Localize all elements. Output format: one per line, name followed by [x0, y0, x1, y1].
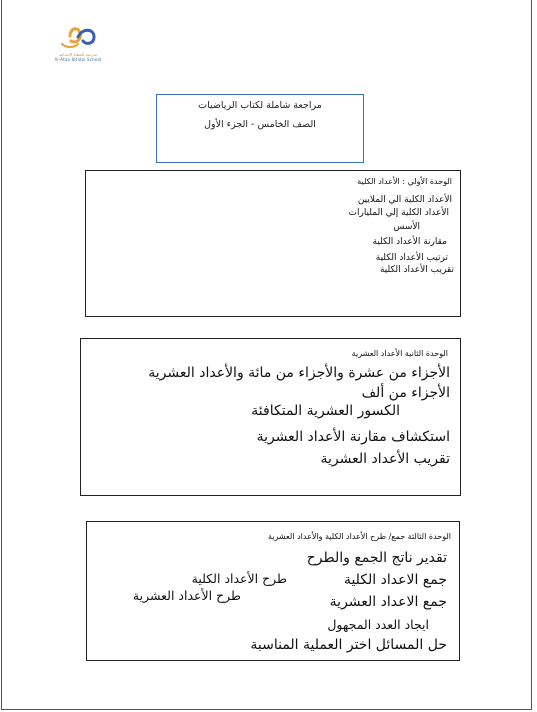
unit-1-item: الأعداد الكلية الي الملايين — [357, 195, 452, 205]
unit-3-side-item: طرح الأعداد الكلية — [191, 571, 287, 586]
unit-2-item: استكشاف مقارنة الأعداد العشرية — [256, 429, 450, 445]
logo-caption — [46, 52, 110, 62]
unit-3-header: الوحدة الثالثة جمع/ طرح الأعداد الكلية والأعداد العشرية — [267, 532, 451, 541]
unit-1-box — [85, 170, 461, 317]
title-line-2: الصف الخامس - الجزء الأول — [204, 119, 316, 130]
unit-3-item: جمع الاعداد العشرية — [329, 594, 447, 610]
unit-2-item: الأجزاء من ألف — [361, 385, 450, 401]
logo-name-en: Al-Ataa Ibtidai School — [54, 57, 102, 62]
unit-1-header: الوحدة الأولي : الأعداد الكلية — [357, 177, 452, 186]
unit-3-box — [86, 521, 460, 661]
unit-2-item: الكسور العشرية المتكافئة — [251, 403, 400, 419]
logo-name-ar: مدرسة العطاء الابتدائية — [58, 52, 98, 57]
unit-1-item: الأسس — [393, 222, 420, 232]
unit-1-item: الأعداد الكلية إلي المليارات — [348, 208, 449, 218]
unit-3-item: حل المسائل اختر العملية المناسبة — [250, 637, 447, 653]
title-box — [156, 94, 364, 163]
unit-3-item: جمع الاعداد الكلية — [343, 572, 447, 588]
unit-1-item: مقارنة الأعداد الكلية — [372, 237, 447, 247]
unit-2-item: تقريب الأعداد العشرية — [320, 451, 450, 467]
unit-1-item: ترتيب الأعداد الكلية — [375, 253, 448, 263]
unit-2-item: الأجزاء من عشرة والأجزاء من مائة والأعداد العشرية — [148, 365, 450, 381]
unit-3-item: تقدير ناتج الجمع والطرح — [306, 550, 447, 566]
unit-3-side-item: طرح الأعداد العشرية — [132, 588, 241, 603]
unit-3-item: ايجاد العدد المجهول — [327, 617, 429, 632]
unit-2-box — [80, 338, 461, 496]
unit-1-item: تقريب الأعداد الكلية — [379, 265, 454, 275]
title-line-1: مراجعة شاملة لكتاب الرياضيات — [198, 100, 322, 111]
unit-2-header: الوحدة الثانية الأعداد العشرية — [351, 349, 448, 358]
